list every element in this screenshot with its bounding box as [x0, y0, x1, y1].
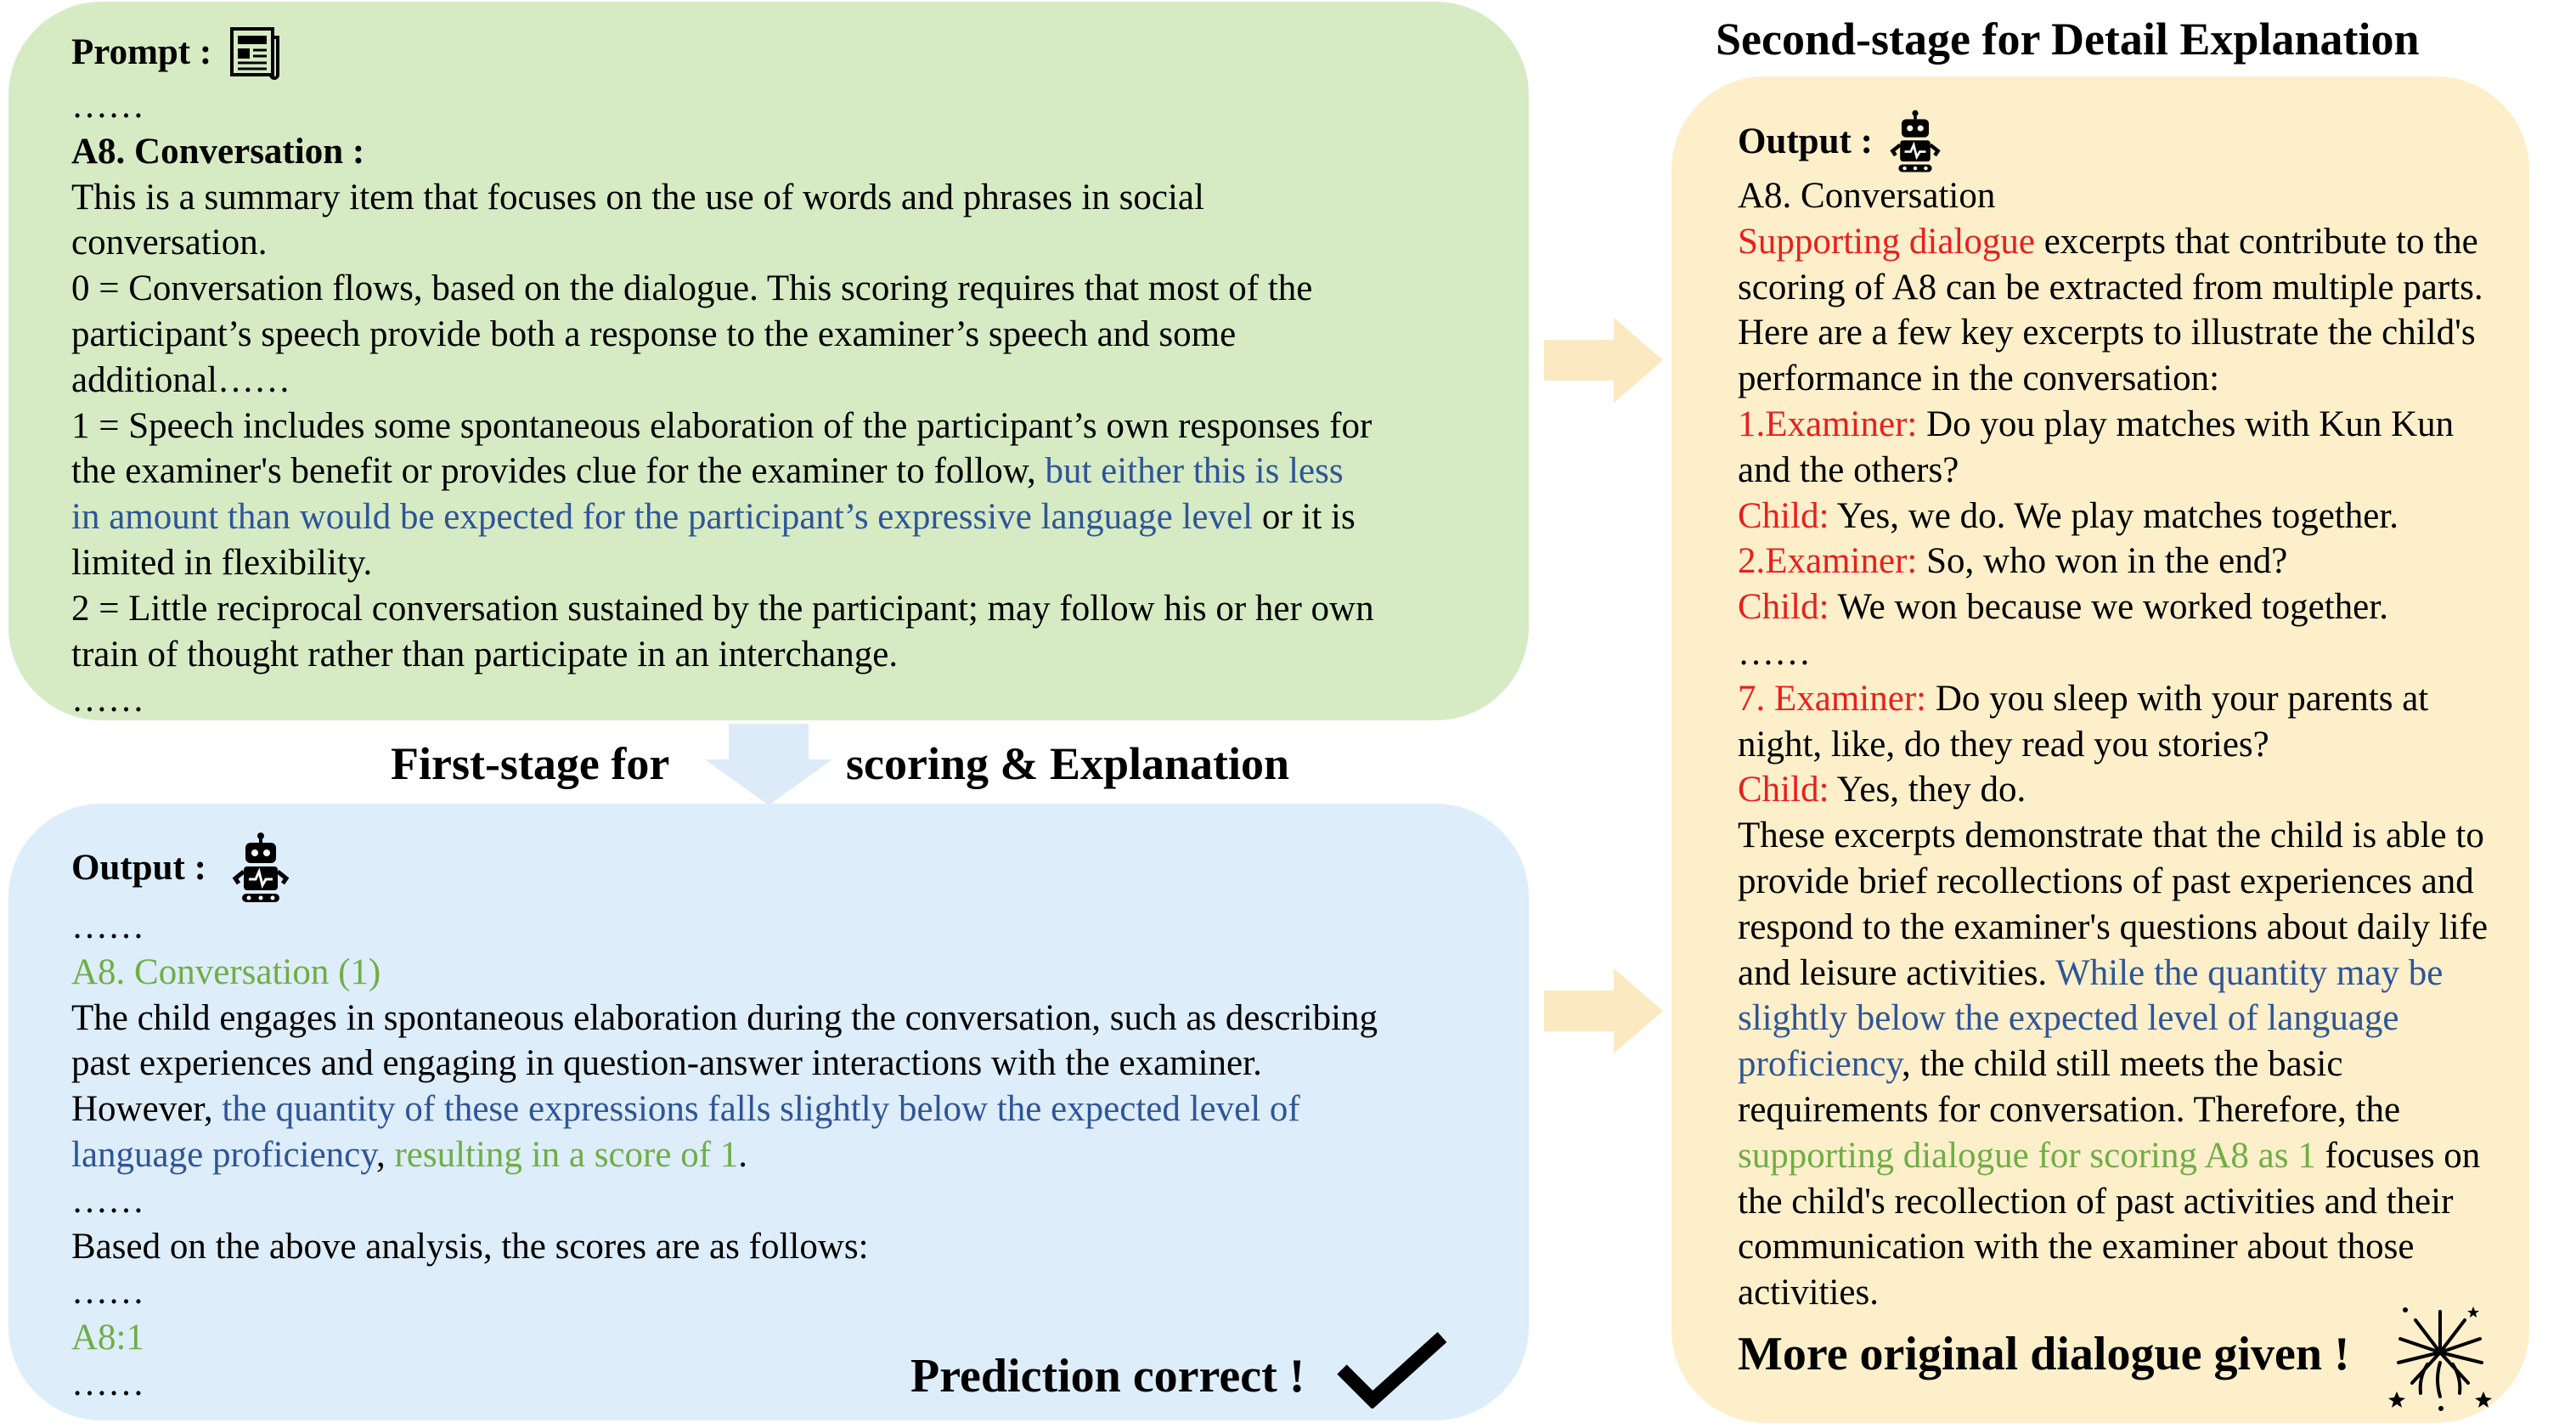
- newspaper-icon: [227, 25, 281, 80]
- text-span: additional……: [71, 359, 290, 400]
- highlight-span: resulting in a score of 1: [394, 1134, 739, 1175]
- text-span: ……: [71, 1272, 144, 1312]
- text-line: [1738, 767, 2495, 813]
- highlight-span: but either this is less: [1045, 451, 1344, 492]
- text-line: [1738, 676, 2495, 722]
- text-line: [1738, 173, 2495, 219]
- highlight-span: slightly below the expected level of language: [1738, 998, 2399, 1039]
- highlight-span: in amount than would be expected for the participant’s expressive language level: [71, 497, 1254, 538]
- text-span: Based on the above analysis, the scores are as follows:: [71, 1226, 869, 1267]
- text-line: [71, 586, 1468, 632]
- text-span: participant’s speech provide both a response to the examiner’s speech and some: [71, 313, 1237, 354]
- text-line: [1738, 356, 2495, 402]
- text-line: [71, 950, 1468, 996]
- highlight-span: 7. Examiner:: [1738, 678, 1927, 719]
- text-span: ……: [71, 1180, 144, 1221]
- highlight-span: A8. Conversation (1): [71, 951, 381, 992]
- text-line: [1738, 1270, 2495, 1316]
- text-span: However,: [71, 1089, 223, 1130]
- text-span: ……: [71, 680, 144, 720]
- text-line: [1738, 310, 2495, 356]
- text-span: Yes, we do. We play matches together.: [1829, 495, 2399, 536]
- text-span: performance in the conversation:: [1738, 358, 2220, 399]
- text-line: [71, 540, 1468, 586]
- first-output-label: Output :: [71, 848, 206, 889]
- right-arrow-bottom: [1544, 968, 1663, 1053]
- text-span: Do you sleep with your parents at: [1926, 678, 2429, 719]
- first-stage-title-left: First-stage for: [391, 738, 670, 789]
- highlight-span: proficiency: [1738, 1044, 1902, 1085]
- text-span: 2 = Little reciprocal conversation sustained by the participant; may follow his or her own: [71, 588, 1374, 629]
- text-span: excerpts that contribute to the: [2034, 221, 2478, 262]
- text-span: A8. Conversation: [1738, 176, 1996, 216]
- text-span: Do you play matches with Kun Kun: [1917, 404, 2455, 444]
- more-dialogue-text: More original dialogue given !: [1738, 1328, 2350, 1380]
- text-span: night, like, do they read you stories?: [1738, 724, 2269, 765]
- text-span: These excerpts demonstrate that the child is able to: [1738, 816, 2484, 856]
- text-line: [71, 1269, 1468, 1315]
- highlight-span: Child:: [1738, 495, 1829, 536]
- text-span: the examiner's benefit or provides clue for the examiner to follow,: [71, 451, 1046, 492]
- robot-icon: [1888, 109, 1942, 175]
- prompt-panel: [8, 2, 1529, 720]
- second-output-panel: [1671, 76, 2529, 1423]
- text-span: So, who won in the end?: [1917, 541, 2288, 582]
- prompt-text: [71, 83, 1468, 723]
- text-line: [71, 1178, 1468, 1224]
- text-span: Here are a few key excerpts to illustrate the child's: [1738, 313, 2476, 353]
- text-span: conversation.: [71, 223, 268, 263]
- checkmark-icon: [1337, 1332, 1447, 1408]
- fireworks-icon: [2385, 1303, 2495, 1414]
- text-line: [71, 904, 1468, 950]
- highlight-span: Supporting dialogue: [1738, 221, 2035, 262]
- text-line: [1738, 1179, 2495, 1225]
- text-line: [71, 494, 1468, 540]
- text-span: , the child still meets the basic: [1902, 1044, 2343, 1085]
- text-line: [71, 449, 1468, 494]
- text-line: [1738, 539, 2495, 584]
- text-span: communication with the examiner about those: [1738, 1227, 2415, 1267]
- text-line: [71, 358, 1468, 404]
- text-line: [71, 129, 1468, 175]
- text-span: and leisure activities.: [1738, 952, 2056, 993]
- highlight-span: A8. Conversation :: [71, 131, 365, 172]
- highlight-span: Child:: [1738, 587, 1829, 628]
- text-span: .: [738, 1134, 748, 1175]
- second-output-label: Output :: [1738, 121, 1873, 162]
- text-span: scoring of A8 can be extracted from multiple parts.: [1738, 267, 2483, 308]
- text-span: This is a summary item that focuses on the use of words and phrases in social: [71, 177, 1204, 217]
- text-line: [1738, 1041, 2495, 1087]
- text-line: [71, 996, 1468, 1041]
- text-line: [1738, 1087, 2495, 1133]
- text-span: The child engages in spontaneous elaboration during the conversation, such as describing: [71, 997, 1378, 1038]
- down-arrow: [705, 724, 832, 805]
- text-span: ,: [375, 1134, 395, 1175]
- first-output-panel: [8, 804, 1529, 1420]
- text-line: [1738, 813, 2495, 859]
- text-line: [71, 175, 1468, 221]
- text-line: [1738, 859, 2495, 905]
- highlight-span: supporting dialogue for scoring A8 as 1: [1738, 1135, 2316, 1176]
- text-span: limited in flexibility.: [71, 542, 373, 583]
- text-line: [1738, 630, 2495, 676]
- text-line: [71, 312, 1468, 358]
- right-arrow-top: [1544, 318, 1663, 403]
- highlight-span: A8:1: [71, 1318, 144, 1358]
- text-line: [71, 1224, 1468, 1270]
- text-span: provide brief recollections of past experiences and: [1738, 861, 2474, 901]
- text-span: focuses on: [2315, 1135, 2481, 1176]
- text-span: respond to the examiner's questions about daily life: [1738, 906, 2489, 947]
- text-line: [1738, 1133, 2495, 1179]
- highlight-span: the quantity of these expressions falls slightly below the expected level of: [222, 1089, 1300, 1130]
- text-span: We won because we worked together.: [1829, 587, 2388, 628]
- text-line: [71, 632, 1468, 678]
- text-line: [1738, 722, 2495, 768]
- text-line: [1738, 905, 2495, 951]
- text-line: [1738, 219, 2495, 265]
- highlight-span: 2.Examiner:: [1738, 541, 1918, 582]
- text-line: [71, 220, 1468, 266]
- text-line: [71, 1087, 1468, 1132]
- text-span: or it is: [1253, 497, 1356, 538]
- first-stage-title-right: scoring & Explanation: [846, 738, 1290, 789]
- highlight-span: language proficiency: [71, 1134, 376, 1175]
- text-span: 1 = Speech includes some spontaneous elaboration of the participant’s own responses for: [71, 405, 1373, 446]
- text-line: [1738, 584, 2495, 630]
- text-line: [1738, 1224, 2495, 1270]
- text-line: [1738, 265, 2495, 311]
- second-output-text: [1738, 173, 2495, 1316]
- text-line: [1738, 402, 2495, 448]
- text-line: [71, 1041, 1468, 1087]
- text-span: ……: [71, 906, 144, 946]
- text-span: 0 = Conversation flows, based on the dialogue. This scoring requires that most of the: [71, 268, 1313, 309]
- text-line: [71, 1132, 1468, 1178]
- text-span: train of thought rather than participate in an interchange.: [71, 634, 899, 674]
- text-line: [71, 404, 1468, 449]
- text-line: [1738, 448, 2495, 494]
- text-line: [71, 266, 1468, 312]
- text-span: and the others?: [1738, 449, 1959, 490]
- text-line: [71, 677, 1468, 723]
- text-span: Yes, they do.: [1829, 770, 2026, 810]
- robot-icon: [230, 833, 291, 904]
- text-span: ……: [1738, 632, 1811, 673]
- prompt-label: Prompt :: [71, 32, 212, 73]
- text-line: [1738, 951, 2495, 996]
- highlight-span: 1.Examiner:: [1738, 404, 1918, 444]
- text-span: activities.: [1738, 1273, 1879, 1313]
- text-span: the child's recollection of past activities and their: [1738, 1181, 2454, 1222]
- highlight-span: Child:: [1738, 770, 1829, 810]
- text-span: requirements for conversation. Therefore, the: [1738, 1089, 2401, 1130]
- text-span: ……: [71, 86, 144, 126]
- text-span: past experiences and engaging in question-answer interactions with the examiner.: [71, 1043, 1262, 1084]
- second-stage-title: Second-stage for Detail Explanation: [1716, 14, 2420, 65]
- text-span: ……: [71, 1363, 144, 1403]
- highlight-span: While the quantity may be: [2055, 952, 2444, 993]
- text-line: [71, 83, 1468, 129]
- text-line: [1738, 494, 2495, 539]
- prediction-correct-text: Prediction correct !: [910, 1350, 1305, 1403]
- text-line: [1738, 996, 2495, 1041]
- first-output-text: [71, 904, 1468, 1407]
